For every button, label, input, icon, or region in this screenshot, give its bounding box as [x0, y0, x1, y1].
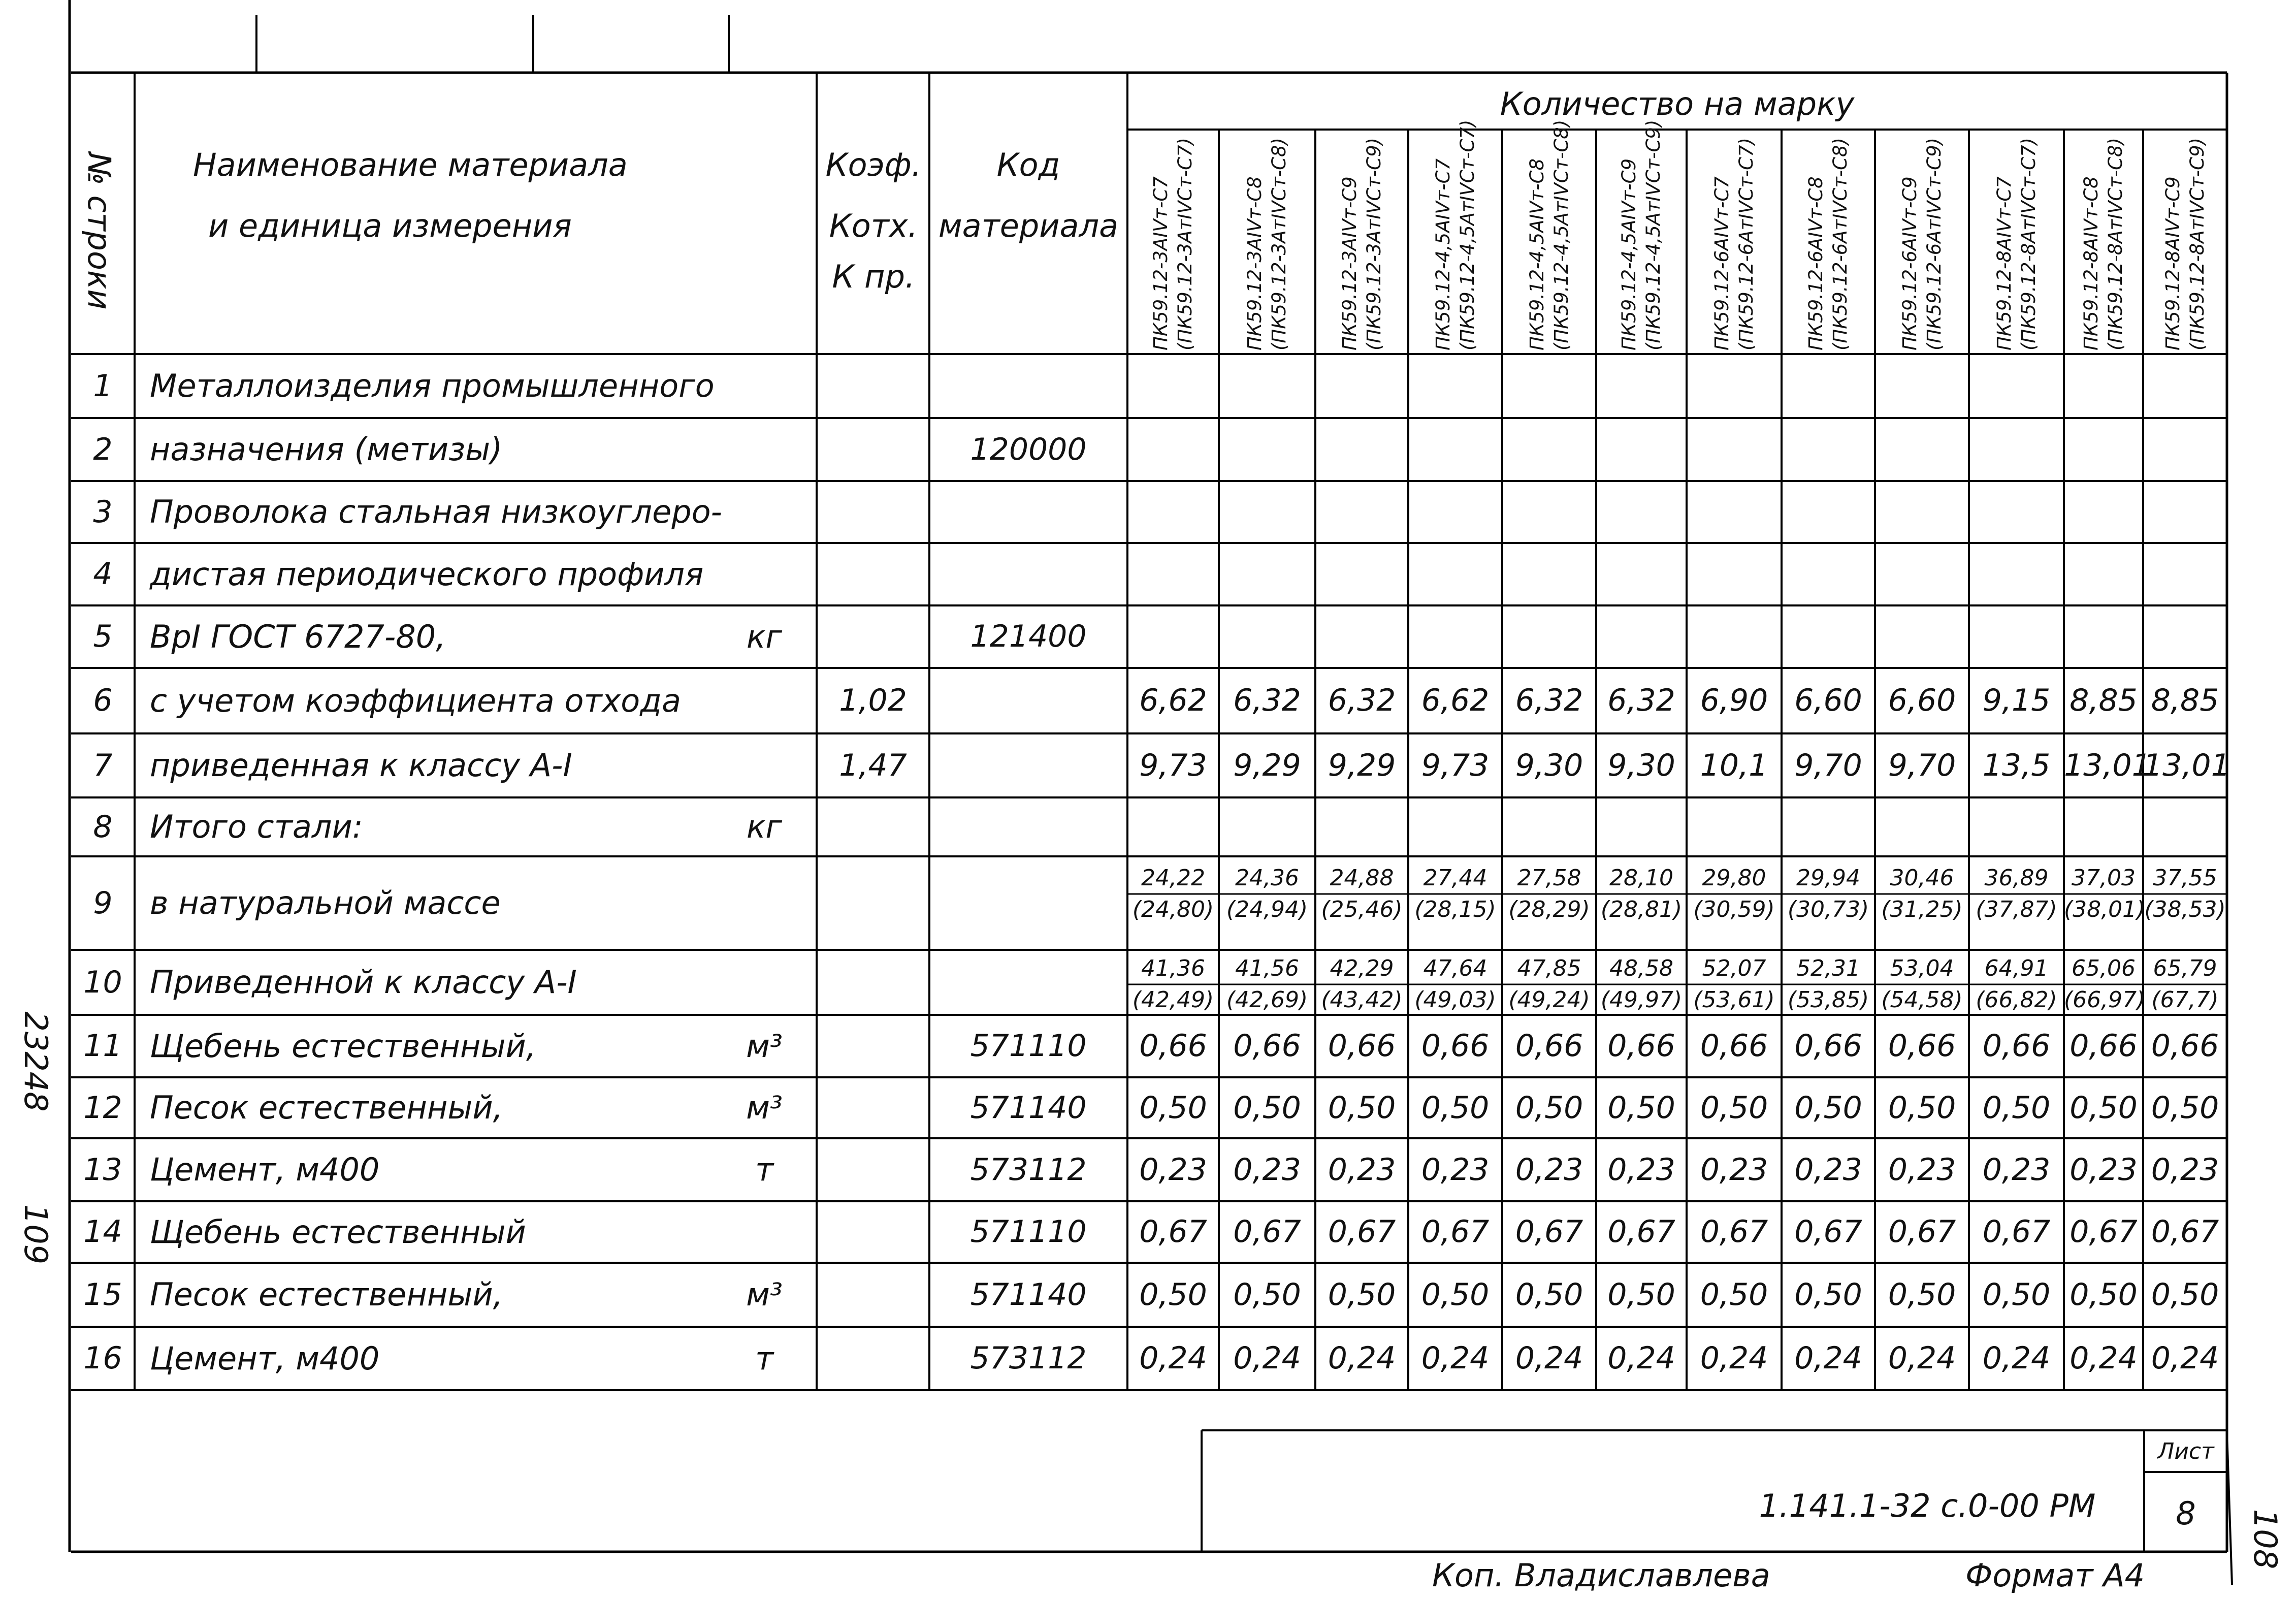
mark-header-6: ПК59.12-6АIVт-С7	[1710, 176, 1733, 350]
quantity-value: 0,50	[2069, 1090, 2138, 1126]
quantity-value: 0,50	[1233, 1090, 1301, 1126]
quantity-value: 6,62	[1139, 683, 1207, 718]
quantity-value-alt: (49,03)	[1414, 987, 1496, 1013]
quantity-value: 13,01	[2143, 748, 2230, 783]
quantity-value: 0,24	[1607, 1340, 1675, 1376]
row-unit: кг	[746, 808, 783, 845]
quantity-value: 0,23	[1794, 1152, 1862, 1188]
quantity-value: 0,50	[1421, 1277, 1490, 1313]
quantity-value: 0,50	[1794, 1277, 1862, 1313]
document-code: 1.141.1-32 с.0-00 РМ	[1759, 1487, 2096, 1524]
row-number: 12	[83, 1090, 122, 1126]
quantity-value: 0,66	[1139, 1028, 1207, 1064]
row-name: Проволока стальная низкоуглеро-	[150, 493, 722, 530]
quantity-value: 36,89	[1984, 865, 2049, 891]
quantity-value-alt: (28,29)	[1508, 897, 1590, 922]
row-name: Приведенной к классу А-I	[150, 964, 577, 1001]
mark-header-alt-1: (ПК59.12-3АтIVСт-С8)	[1268, 138, 1290, 350]
quantity-value-alt: (28,15)	[1414, 897, 1496, 922]
quantity-value: 0,24	[1888, 1340, 1956, 1376]
quantity-value: 8,85	[2151, 683, 2219, 718]
quantity-value-alt: (30,59)	[1693, 897, 1775, 922]
row-name: приведенная к классу А-I	[150, 747, 572, 784]
row-number: 9	[93, 885, 113, 921]
mark-header-alt-7: (ПК59.12-6АтIVСт-С8)	[1829, 138, 1851, 350]
quantity-value-alt: (38,53)	[2144, 897, 2226, 922]
quantity-value: 0,50	[1233, 1277, 1301, 1313]
quantity-value: 0,50	[2069, 1277, 2138, 1313]
inventory-number: 23248	[17, 1011, 54, 1112]
quantity-value: 0,67	[1421, 1214, 1490, 1250]
row-material-code: 121400	[970, 619, 1087, 654]
quantity-value: 0,66	[1794, 1028, 1862, 1064]
quantity-value: 0,67	[1139, 1214, 1207, 1250]
row-coef: 1,02	[839, 683, 907, 718]
quantity-value: 6,60	[1794, 683, 1862, 718]
quantity-value: 42,29	[1330, 955, 1394, 981]
row-name: ВрI ГОСТ 6727-80,	[150, 618, 446, 655]
quantity-value: 0,23	[2151, 1152, 2219, 1188]
quantity-value: 0,24	[1794, 1340, 1862, 1376]
quantity-value: 0,66	[1515, 1028, 1583, 1064]
quantity-value-alt: (53,61)	[1693, 987, 1775, 1013]
quantity-value: 0,66	[1233, 1028, 1301, 1064]
quantity-value: 30,46	[1890, 865, 1954, 891]
quantity-value: 9,73	[1139, 748, 1207, 783]
row-number: 6	[93, 683, 113, 718]
quantity-value-alt: (67,7)	[2151, 987, 2219, 1013]
quantity-value: 0,50	[1888, 1277, 1956, 1313]
quantity-value: 52,07	[1702, 955, 1766, 981]
row-name: Песок естественный,	[150, 1276, 503, 1313]
quantity-value: 0,50	[1515, 1090, 1583, 1126]
quantity-value: 0,23	[2069, 1152, 2138, 1188]
quantity-value: 6,62	[1421, 683, 1490, 718]
quantity-value: 0,24	[1233, 1340, 1301, 1376]
quantity-value: 41,56	[1235, 955, 1299, 981]
quantity-value-alt: (37,87)	[1976, 897, 2057, 922]
quantity-value: 9,70	[1888, 748, 1956, 783]
row-number: 1	[93, 368, 113, 404]
quantity-value: 29,80	[1702, 865, 1766, 891]
quantity-value: 0,66	[1982, 1028, 2051, 1064]
row-unit: м³	[746, 1089, 783, 1126]
quantity-value: 6,32	[1233, 683, 1301, 718]
quantity-value: 0,67	[1328, 1214, 1396, 1250]
quantity-value: 9,30	[1515, 748, 1583, 783]
row-number: 7	[93, 748, 113, 783]
quantity-value: 37,55	[2153, 865, 2217, 891]
mark-header-alt-0: (ПК59.12-3АтIVСт-С7)	[1174, 138, 1196, 350]
quantity-value: 0,24	[1982, 1340, 2051, 1376]
quantity-value: 24,22	[1141, 865, 1205, 891]
mark-header-5: ПК59.12-4,5АIVт-С9	[1618, 158, 1640, 350]
row-name: Щебень естественный,	[150, 1028, 536, 1065]
quantity-value-alt: (49,24)	[1508, 987, 1590, 1013]
quantity-value: 13,01	[2064, 748, 2151, 783]
copied-by: Коп. Владиславлева	[1432, 1557, 1770, 1594]
row-material-code: 571140	[970, 1090, 1087, 1126]
mark-header-1: ПК59.12-3АIVт-С8	[1244, 176, 1266, 350]
row-number: 16	[83, 1340, 122, 1376]
quantity-value: 0,66	[1328, 1028, 1396, 1064]
mark-header-11: ПК59.12-8АIVт-С9	[2161, 176, 2184, 350]
row-number: 11	[83, 1028, 122, 1064]
row-material-code: 573112	[970, 1340, 1087, 1376]
code-header-line2: материала	[938, 207, 1119, 244]
quantity-value: 0,50	[2151, 1090, 2219, 1126]
coef-header-line3: К пр.	[832, 258, 915, 295]
coef-header-line2: Котх.	[829, 207, 918, 244]
quantity-value: 0,23	[1233, 1152, 1301, 1188]
quantity-value-alt: (42,49)	[1132, 987, 1214, 1013]
quantity-value: 0,23	[1515, 1152, 1583, 1188]
quantity-value: 0,66	[1888, 1028, 1956, 1064]
mark-header-8: ПК59.12-6АIVт-С9	[1898, 176, 1921, 350]
quantity-value: 0,24	[1700, 1340, 1768, 1376]
mark-header-alt-2: (ПК59.12-3АтIVСт-С9)	[1363, 138, 1385, 350]
quantity-value-alt: (28,81)	[1600, 897, 1683, 922]
quantity-value: 0,23	[1328, 1152, 1396, 1188]
quantity-value-alt: (49,97)	[1600, 987, 1683, 1013]
sheet-label: Лист	[2157, 1438, 2214, 1464]
quantity-value: 6,60	[1888, 683, 1956, 718]
row-name: назначения (метизы)	[150, 431, 503, 468]
quantity-value: 0,67	[1888, 1214, 1956, 1250]
row-name: дистая периодического профиля	[150, 556, 704, 593]
quantity-value: 65,79	[2153, 955, 2217, 981]
quantity-value: 0,24	[2151, 1340, 2219, 1376]
quantity-value: 0,66	[2069, 1028, 2138, 1064]
row-name: в натуральной массе	[150, 884, 501, 921]
mark-header-3: ПК59.12-4,5АIVт-С7	[1432, 158, 1454, 350]
quantity-value: 9,29	[1233, 748, 1301, 783]
quantity-value: 0,67	[1607, 1214, 1675, 1250]
row-material-code: 571140	[970, 1277, 1087, 1313]
quantity-value: 6,32	[1328, 683, 1396, 718]
code-header-line1: Код	[996, 146, 1060, 183]
sheet-format: Формат А4	[1965, 1557, 2145, 1594]
quantity-value: 0,50	[1888, 1090, 1956, 1126]
quantity-value: 48,58	[1609, 955, 1673, 981]
quantity-value: 0,50	[1607, 1277, 1675, 1313]
row-name: Итого стали:	[150, 808, 363, 845]
quantity-value: 47,85	[1517, 955, 1581, 981]
quantity-value: 41,36	[1141, 955, 1205, 981]
row-unit: т	[755, 1340, 774, 1377]
mark-header-10: ПК59.12-8АIVт-С8	[2080, 176, 2102, 350]
quantity-value: 0,66	[2151, 1028, 2219, 1064]
quantity-value: 0,23	[1700, 1152, 1768, 1188]
row-material-code: 571110	[970, 1028, 1087, 1064]
quantity-value: 0,50	[1700, 1277, 1768, 1313]
quantity-value: 0,66	[1607, 1028, 1675, 1064]
mark-header-alt-10: (ПК59.12-8АтIVСт-С8)	[2105, 138, 2126, 350]
quantity-value: 9,15	[1982, 683, 2051, 718]
quantity-value: 0,67	[1233, 1214, 1301, 1250]
quantity-value: 0,23	[1139, 1152, 1207, 1188]
quantity-value: 0,50	[2151, 1277, 2219, 1313]
quantity-value: 47,64	[1423, 955, 1487, 981]
row-name: Щебень естественный	[150, 1213, 526, 1251]
quantity-value: 0,24	[1139, 1340, 1207, 1376]
quantity-value-alt: (38,01)	[2064, 897, 2146, 922]
quantity-value: 0,67	[1700, 1214, 1768, 1250]
mark-header-9: ПК59.12-8АIVт-С7	[1993, 176, 2015, 350]
quantity-value: 6,90	[1700, 683, 1768, 718]
quantity-value: 6,32	[1515, 683, 1583, 718]
quantity-value: 27,44	[1423, 865, 1487, 891]
quantity-value: 28,10	[1609, 865, 1673, 891]
quantity-header: Количество на марку	[1500, 85, 1855, 122]
quantity-value: 0,50	[1139, 1090, 1207, 1126]
quantity-value: 0,50	[1982, 1277, 2051, 1313]
quantity-value-alt: (24,94)	[1226, 897, 1308, 922]
quantity-value-alt: (31,25)	[1881, 897, 1963, 922]
quantity-value: 0,67	[1982, 1214, 2051, 1250]
name-header-line2: и единица измерения	[208, 207, 572, 244]
quantity-value: 0,24	[1421, 1340, 1490, 1376]
sheet-number: 8	[2176, 1495, 2196, 1532]
row-number: 5	[93, 619, 113, 654]
quantity-value: 0,24	[2069, 1340, 2138, 1376]
quantity-value: 0,50	[1515, 1277, 1583, 1313]
mark-header-alt-11: (ПК59.12-8АтIVСт-С9)	[2186, 138, 2208, 350]
quantity-value: 6,32	[1607, 683, 1675, 718]
quantity-value: 0,23	[1607, 1152, 1675, 1188]
quantity-value: 0,23	[1888, 1152, 1956, 1188]
quantity-value: 0,67	[2069, 1214, 2138, 1250]
row-coef: 1,47	[839, 748, 907, 783]
quantity-value: 0,23	[1982, 1152, 2051, 1188]
quantity-value-alt: (43,42)	[1321, 987, 1403, 1013]
row-unit: м³	[746, 1028, 783, 1065]
quantity-value: 53,04	[1890, 955, 1954, 981]
row-number: 14	[83, 1214, 122, 1250]
row-number: 8	[93, 809, 113, 845]
row-number: 3	[93, 494, 113, 530]
quantity-value: 13,5	[1982, 748, 2051, 783]
row-number: 4	[93, 556, 113, 592]
quantity-value: 0,24	[1515, 1340, 1583, 1376]
quantity-value: 10,1	[1700, 748, 1768, 783]
mark-header-alt-5: (ПК59.12-4,5АтIVСт-С9)	[1642, 119, 1664, 350]
row-name: Цемент, м400	[150, 1340, 380, 1377]
row-name: с учетом коэффициента отхода	[150, 682, 682, 719]
quantity-value: 37,03	[2072, 865, 2136, 891]
mark-header-4: ПК59.12-4,5АIVт-С8	[1526, 158, 1548, 350]
quantity-value: 27,58	[1517, 865, 1581, 891]
mark-header-7: ПК59.12-6АIVт-С8	[1805, 176, 1827, 350]
quantity-value: 0,50	[1700, 1090, 1768, 1126]
quantity-value: 0,67	[2151, 1214, 2219, 1250]
page-number-right: 108	[2247, 1509, 2284, 1570]
row-name: Металлоизделия промышленного	[150, 367, 715, 404]
quantity-value-alt: (25,46)	[1321, 897, 1403, 922]
quantity-value: 65,06	[2072, 955, 2136, 981]
row-material-code: 573112	[970, 1152, 1087, 1188]
coef-header-line1: Коэф.	[825, 146, 922, 183]
row-number: 15	[83, 1277, 122, 1313]
row-material-code: 571110	[970, 1214, 1087, 1250]
row-unit: т	[755, 1151, 774, 1188]
mark-header-0: ПК59.12-3АIVт-С7	[1150, 176, 1172, 350]
quantity-value-alt: (53,85)	[1787, 987, 1869, 1013]
mark-header-alt-4: (ПК59.12-4,5АтIVСт-С8)	[1550, 119, 1572, 350]
row-name: Песок естественный,	[150, 1089, 503, 1126]
mark-header-alt-8: (ПК59.12-6АтIVСт-С9)	[1923, 138, 1945, 350]
quantity-value: 9,70	[1794, 748, 1862, 783]
name-header-line1: Наименование материала	[193, 146, 628, 183]
quantity-value: 24,88	[1330, 865, 1394, 891]
page-number-left: 109	[17, 1204, 54, 1265]
quantity-value-alt: (66,97)	[2064, 987, 2146, 1013]
quantity-value-alt: (30,73)	[1787, 897, 1869, 922]
quantity-value: 0,50	[1328, 1090, 1396, 1126]
mark-header-alt-6: (ПК59.12-6АтIVСт-С7)	[1735, 138, 1757, 350]
row-number: 13	[83, 1152, 122, 1188]
quantity-value: 0,50	[1328, 1277, 1396, 1313]
quantity-value: 9,30	[1607, 748, 1675, 783]
row-unit: кг	[746, 618, 783, 655]
quantity-value: 9,29	[1328, 748, 1396, 783]
quantity-value: 0,50	[1982, 1090, 2051, 1126]
quantity-value-alt: (66,82)	[1976, 987, 2057, 1013]
quantity-value: 0,67	[1515, 1214, 1583, 1250]
quantity-value: 0,23	[1421, 1152, 1490, 1188]
quantity-value: 0,66	[1700, 1028, 1768, 1064]
quantity-value: 29,94	[1796, 865, 1860, 891]
quantity-value: 24,36	[1235, 865, 1299, 891]
quantity-value: 0,50	[1421, 1090, 1490, 1126]
mark-header-2: ПК59.12-3АIVт-С9	[1338, 176, 1361, 350]
quantity-value: 0,50	[1139, 1277, 1207, 1313]
quantity-value: 0,50	[1794, 1090, 1862, 1126]
row-name: Цемент, м400	[150, 1151, 380, 1188]
row-material-code: 120000	[970, 432, 1087, 467]
line-number-header: № строки	[81, 152, 118, 310]
quantity-value: 0,50	[1607, 1090, 1675, 1126]
quantity-value: 9,73	[1421, 748, 1490, 783]
quantity-value-alt: (24,80)	[1132, 897, 1214, 922]
quantity-value: 0,67	[1794, 1214, 1862, 1250]
mark-header-alt-9: (ПК59.12-8АтIVСт-С7)	[2017, 138, 2040, 350]
mark-header-alt-3: (ПК59.12-4,5АтIVСт-С7)	[1456, 119, 1478, 350]
row-unit: м³	[746, 1276, 783, 1313]
quantity-value: 52,31	[1796, 955, 1860, 981]
row-number: 10	[83, 965, 122, 1000]
quantity-value: 0,24	[1328, 1340, 1396, 1376]
row-number: 2	[93, 432, 113, 467]
quantity-value-alt: (54,58)	[1881, 987, 1963, 1013]
quantity-value: 64,91	[1984, 955, 2049, 981]
quantity-value: 0,66	[1421, 1028, 1490, 1064]
quantity-value-alt: (42,69)	[1226, 987, 1308, 1013]
quantity-value: 8,85	[2069, 683, 2138, 718]
